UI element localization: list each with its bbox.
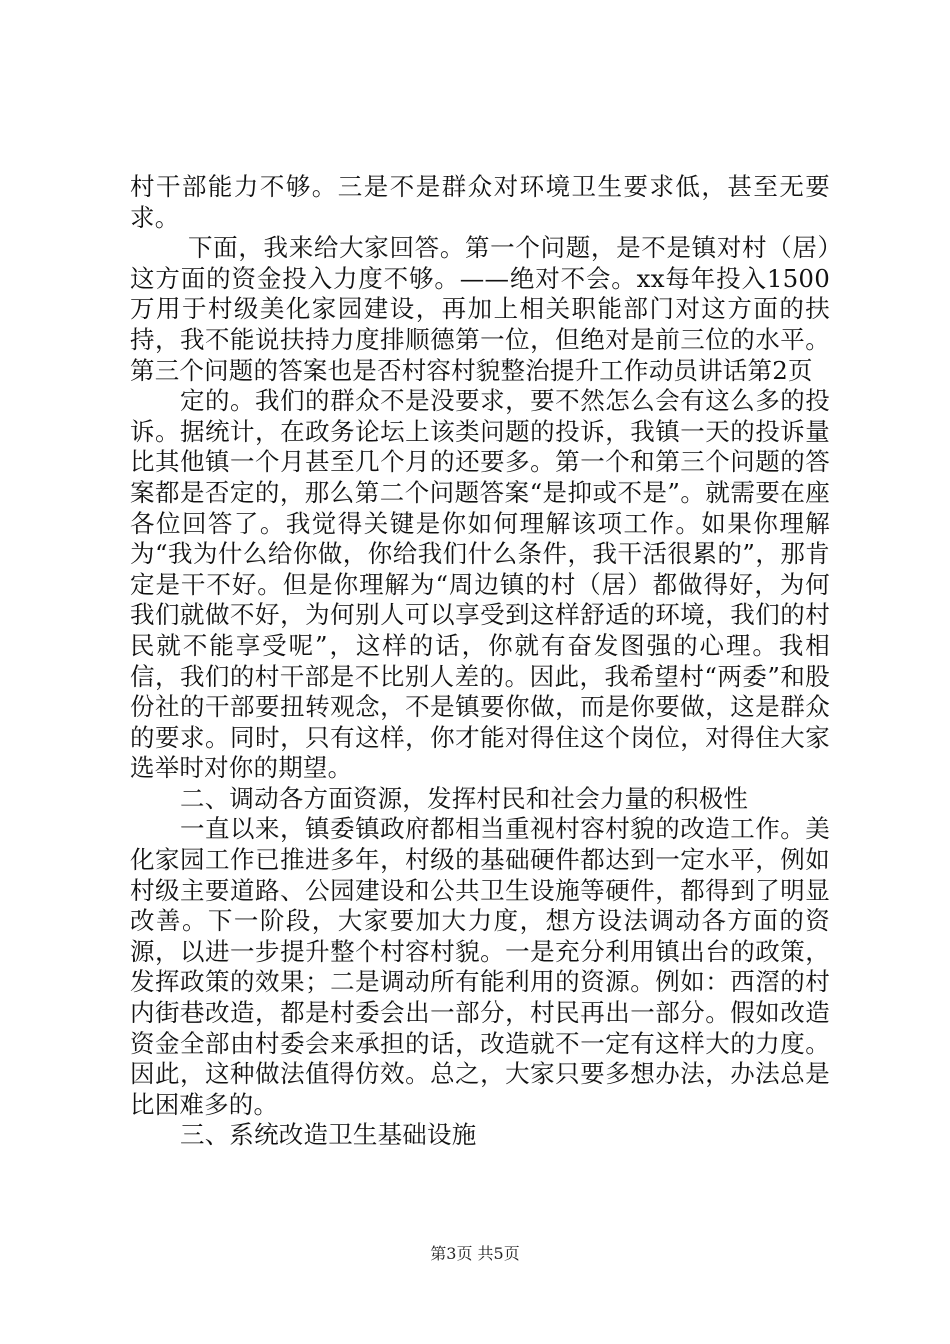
- document-body: [130, 172, 830, 1151]
- paragraph-1: 村干部能力不够。三是不是群众对环境卫生要求低，甚至无要求。: [130, 172, 830, 232]
- page-footer: 第3页 共5页: [430, 1244, 520, 1263]
- paragraph-3: 定的。我们的群众不是没要求，要不然怎么会有这么多的投诉。据统计，在政务论坛上该类问题的投诉，我镇一天的投诉量比其他镇一个月甚至几个月的还要多。第一个和第三个问题的答案都是否定的，那么第二个问题答案“是抑或不是”。就需要在座各位回答了。我觉得关键是你如何理解该项工作。如果你理解为“我为什么给你做，你给我们什么条件，我干活很累的”，那肯定是干不好。但是你理解为“周边镇的村（居）都做得好，为何我们就做不好，为何别人可以享受到这样舒适的环境，我们的村民就不能享受呢”，这样的话，你就有奋发图强的心理。我相信，我们的村干部是不比别人差的。因此，我希望村“两委”和股份社的干部要扭转观念，不是镇要你做，而是你要做，这是群众的要求。同时，只有这样，你才能对得住这个岗位，对得住大家选举时对你的期望。: [130, 386, 830, 783]
- paragraph-2: 下面，我来给大家回答。第一个问题，是不是镇对村（居）这方面的资金投入力度不够。——绝对不会。xx每年投入1500万用于村级美化家园建设，再加上相关职能部门对这方面的扶持，我不能说扶持力度排顺德第一位，但绝对是前三位的水平。第三个问题的答案也是否村容村貌整治提升工作动员讲话第2页: [130, 233, 830, 385]
- paragraph-4: 一直以来，镇委镇政府都相当重视村容村貌的改造工作。美化家园工作已推进多年，村级的基础硬件都达到一定水平，例如村级主要道路、公园建设和公共卫生设施等硬件，都得到了明显改善。下一阶段，大家要加大力度，想方设法调动各方面的资源，以进一步提升整个村容村貌。一是充分利用镇出台的政策，发挥政策的效果；二是调动所有能利用的资源。例如：西滘的村内街巷改造，都是村委会出一部分，村民再出一部分。假如改造资金全部由村委会来承担的话，改造就不一定有这样大的力度。因此，这种做法值得仿效。总之，大家只要多想办法，办法总是比困难多的。: [130, 814, 830, 1119]
- section-heading-3: 三、系统改造卫生基础设施: [180, 1120, 477, 1150]
- section-heading-2: 二、调动各方面资源，发挥村民和社会力量的积极性: [180, 783, 749, 813]
